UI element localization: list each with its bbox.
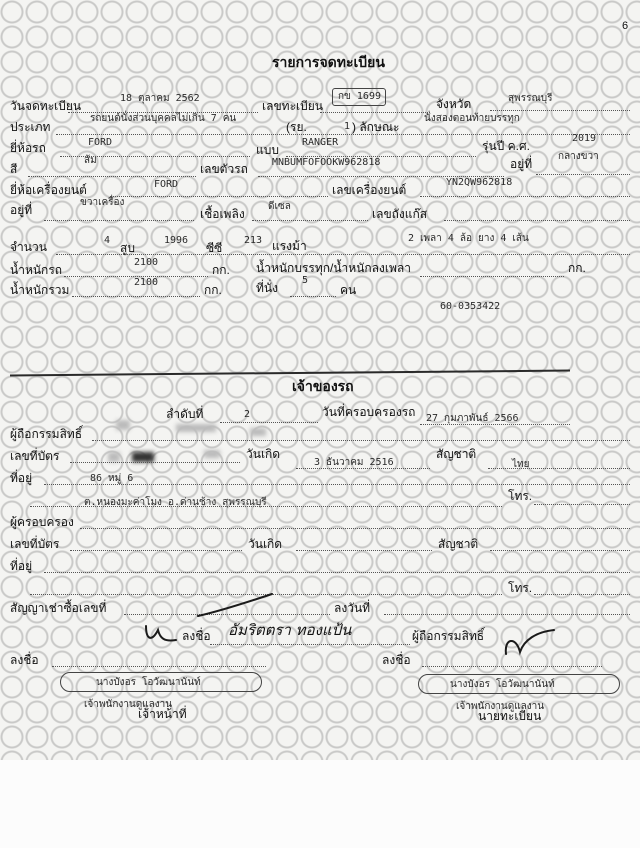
document-title: รายการจดทะเบียน <box>272 54 385 70</box>
owner-label: ผู้ถือกรรมสิทธิ์ <box>10 427 83 441</box>
reg-date-value: 18 ตุลาคม 2562 <box>120 93 200 104</box>
owner-signature-name: อัมริตตรา ทองแป้น <box>228 621 352 639</box>
registrar-sign-label: ลงชื่อ <box>382 653 411 667</box>
gross-weight-label: น้ำหนักรวม <box>10 283 70 297</box>
address2-label: ที่อยู่ <box>10 559 33 573</box>
registrar-title: นายทะเบียน <box>478 709 542 723</box>
address-line-2: ต.หนองมะค่าโมง อ.ด่านช้าง สุพรรณบุรี <box>84 497 267 508</box>
brand-value: FORD <box>88 137 113 148</box>
registrar-name: นางบังอร โอวัฒนานันท์ <box>450 679 555 690</box>
nationality-label: สัญชาติ <box>436 447 477 461</box>
reg-no-value: กข 1699 <box>338 91 381 102</box>
owner-sign-label: ลงชื่อ <box>182 629 211 643</box>
year-label: รุ่นปี ค.ศ. <box>482 139 530 153</box>
rs-label: (รย. <box>286 120 307 134</box>
model-label: แบบ <box>256 143 279 157</box>
redacted-owner-name <box>116 420 130 430</box>
cc-value: 1996 <box>164 235 189 246</box>
birth2-label: วันเกิด <box>248 537 283 551</box>
redacted-id-number <box>132 452 154 462</box>
birth-label: วันเกิด <box>246 447 281 461</box>
reg-no-label: เลขทะเบียน <box>262 99 323 113</box>
blank-area <box>0 760 640 848</box>
tel-label: โทร. <box>508 489 533 503</box>
officer-sign-label: ลงชื่อ <box>10 653 39 667</box>
load-unit: กก. <box>568 261 586 275</box>
registrar-initial-mark <box>500 626 560 666</box>
style-value: นั่งสองตอนท้ายบรรทุก <box>424 113 520 124</box>
engine-brand-value: FORD <box>154 179 179 190</box>
seat-label: ที่นั่ง <box>256 281 278 295</box>
id-label: เลขที่บัตร <box>10 449 60 463</box>
birth-value: 3 ธันวาคม 2516 <box>314 457 394 468</box>
signature-stroke-mark <box>196 592 276 620</box>
province-value: สุพรรณบุรี <box>508 93 553 104</box>
fuel-label: เชื้อเพลิง <box>200 207 245 221</box>
section-divider <box>10 370 570 377</box>
load-label: น้ำหนักบรรทุก/น้ำหนักลงเพลา <box>256 261 411 275</box>
gross-weight-value: 2100 <box>134 277 159 288</box>
weight-value: 2100 <box>134 257 159 268</box>
hp-value: 213 <box>244 235 263 246</box>
officer-title: เจ้าหน้าที่ <box>138 707 187 721</box>
seat-unit: คน <box>340 283 357 297</box>
fuel-value: ดีเซล <box>268 201 291 212</box>
contract-date-label: ลงวันที่ <box>334 601 371 615</box>
redacted-owner-surname <box>176 424 216 432</box>
order-label: ลำดับที่ <box>166 407 204 421</box>
officer-name: นางบังอร โอวัฒนานันท์ <box>96 677 201 688</box>
tel2-label: โทร. <box>508 581 533 595</box>
owner-sign-role: ผู้ถือกรรมสิทธิ์ <box>412 629 485 643</box>
engine-no-label: เลขเครื่องยนต์ <box>332 183 407 197</box>
cylinder-value: 4 <box>104 235 111 246</box>
chassis-value: MNBUMFOFOOKW962818 <box>272 157 381 168</box>
contract-label: สัญญาเช่าซื้อเลขที่ <box>10 601 107 615</box>
possess-date-label: วันที่ครอบครองรถ <box>322 405 416 419</box>
reg-date-label: วันจดทะเบียน <box>10 99 82 113</box>
chassis-location-label: อยู่ที่ <box>510 157 533 171</box>
rs-value: 1 <box>344 121 351 132</box>
chassis-label: เลขตัวรถ <box>200 162 248 176</box>
cylinder-unit: สูบ <box>120 241 135 255</box>
order-value: 2 <box>244 409 251 420</box>
address-line-1: 86 หมู่ 6 <box>90 473 134 484</box>
gas-tank-label: เลขถังแก๊ส <box>372 207 428 221</box>
style-label: ) ลักษณะ <box>352 120 400 134</box>
page-number: 6 <box>622 20 629 32</box>
officer-role: เจ้าพนักงานดูแลงาน <box>84 699 173 710</box>
axle-value: 2 เพลา 4 ล้อ ยาง 4 เส้น <box>408 233 529 244</box>
year-value: 2019 <box>572 133 597 144</box>
address-label: ที่อยู่ <box>10 471 33 485</box>
color-value: ส้ม <box>84 155 97 166</box>
reference-number: 60-0353422 <box>440 301 501 312</box>
weight-unit: กก. <box>212 263 230 277</box>
province-label: จังหวัด <box>436 97 472 111</box>
brand-label: ยี่ห้อรถ <box>10 141 46 155</box>
registrar-role: เจ้าพนักงานดูแลงาน <box>456 701 545 712</box>
engine-location-value: ขวาเครื่อง <box>80 197 125 208</box>
model-value: RANGER <box>302 137 339 148</box>
hp-unit: แรงม้า <box>272 239 307 253</box>
id2-label: เลขที่บัตร <box>10 537 60 551</box>
type-label: ประเภท <box>10 120 51 134</box>
nationality-value: ไทย <box>512 459 530 470</box>
engine-location-label: อยู่ที่ <box>10 203 33 217</box>
seat-value: 5 <box>302 275 309 286</box>
cc-unit: ซีซี <box>206 241 223 255</box>
engine-no-value: YN2QW962818 <box>446 177 513 188</box>
engine-brand-label: ยี่ห้อเครื่องยนต์ <box>10 183 87 197</box>
holder-label: ผู้ครอบครอง <box>10 515 74 529</box>
color-label: สี <box>10 162 18 176</box>
chassis-location-value: กลางขวา <box>558 151 599 162</box>
gross-weight-unit: กก. <box>204 283 222 297</box>
cylinder-label: จำนวน <box>10 240 47 254</box>
nationality2-label: สัญชาติ <box>438 537 479 551</box>
owner-initial-mark <box>142 620 182 646</box>
possess-date-value: 27 กุมภาพันธ์ 2566 <box>426 413 519 424</box>
weight-label: น้ำหนักรถ <box>10 263 63 277</box>
type-value: รถยนต์นั่งส่วนบุคคลไม่เกิน 7 คน <box>90 113 237 124</box>
owner-section-title: เจ้าของรถ <box>292 378 354 394</box>
